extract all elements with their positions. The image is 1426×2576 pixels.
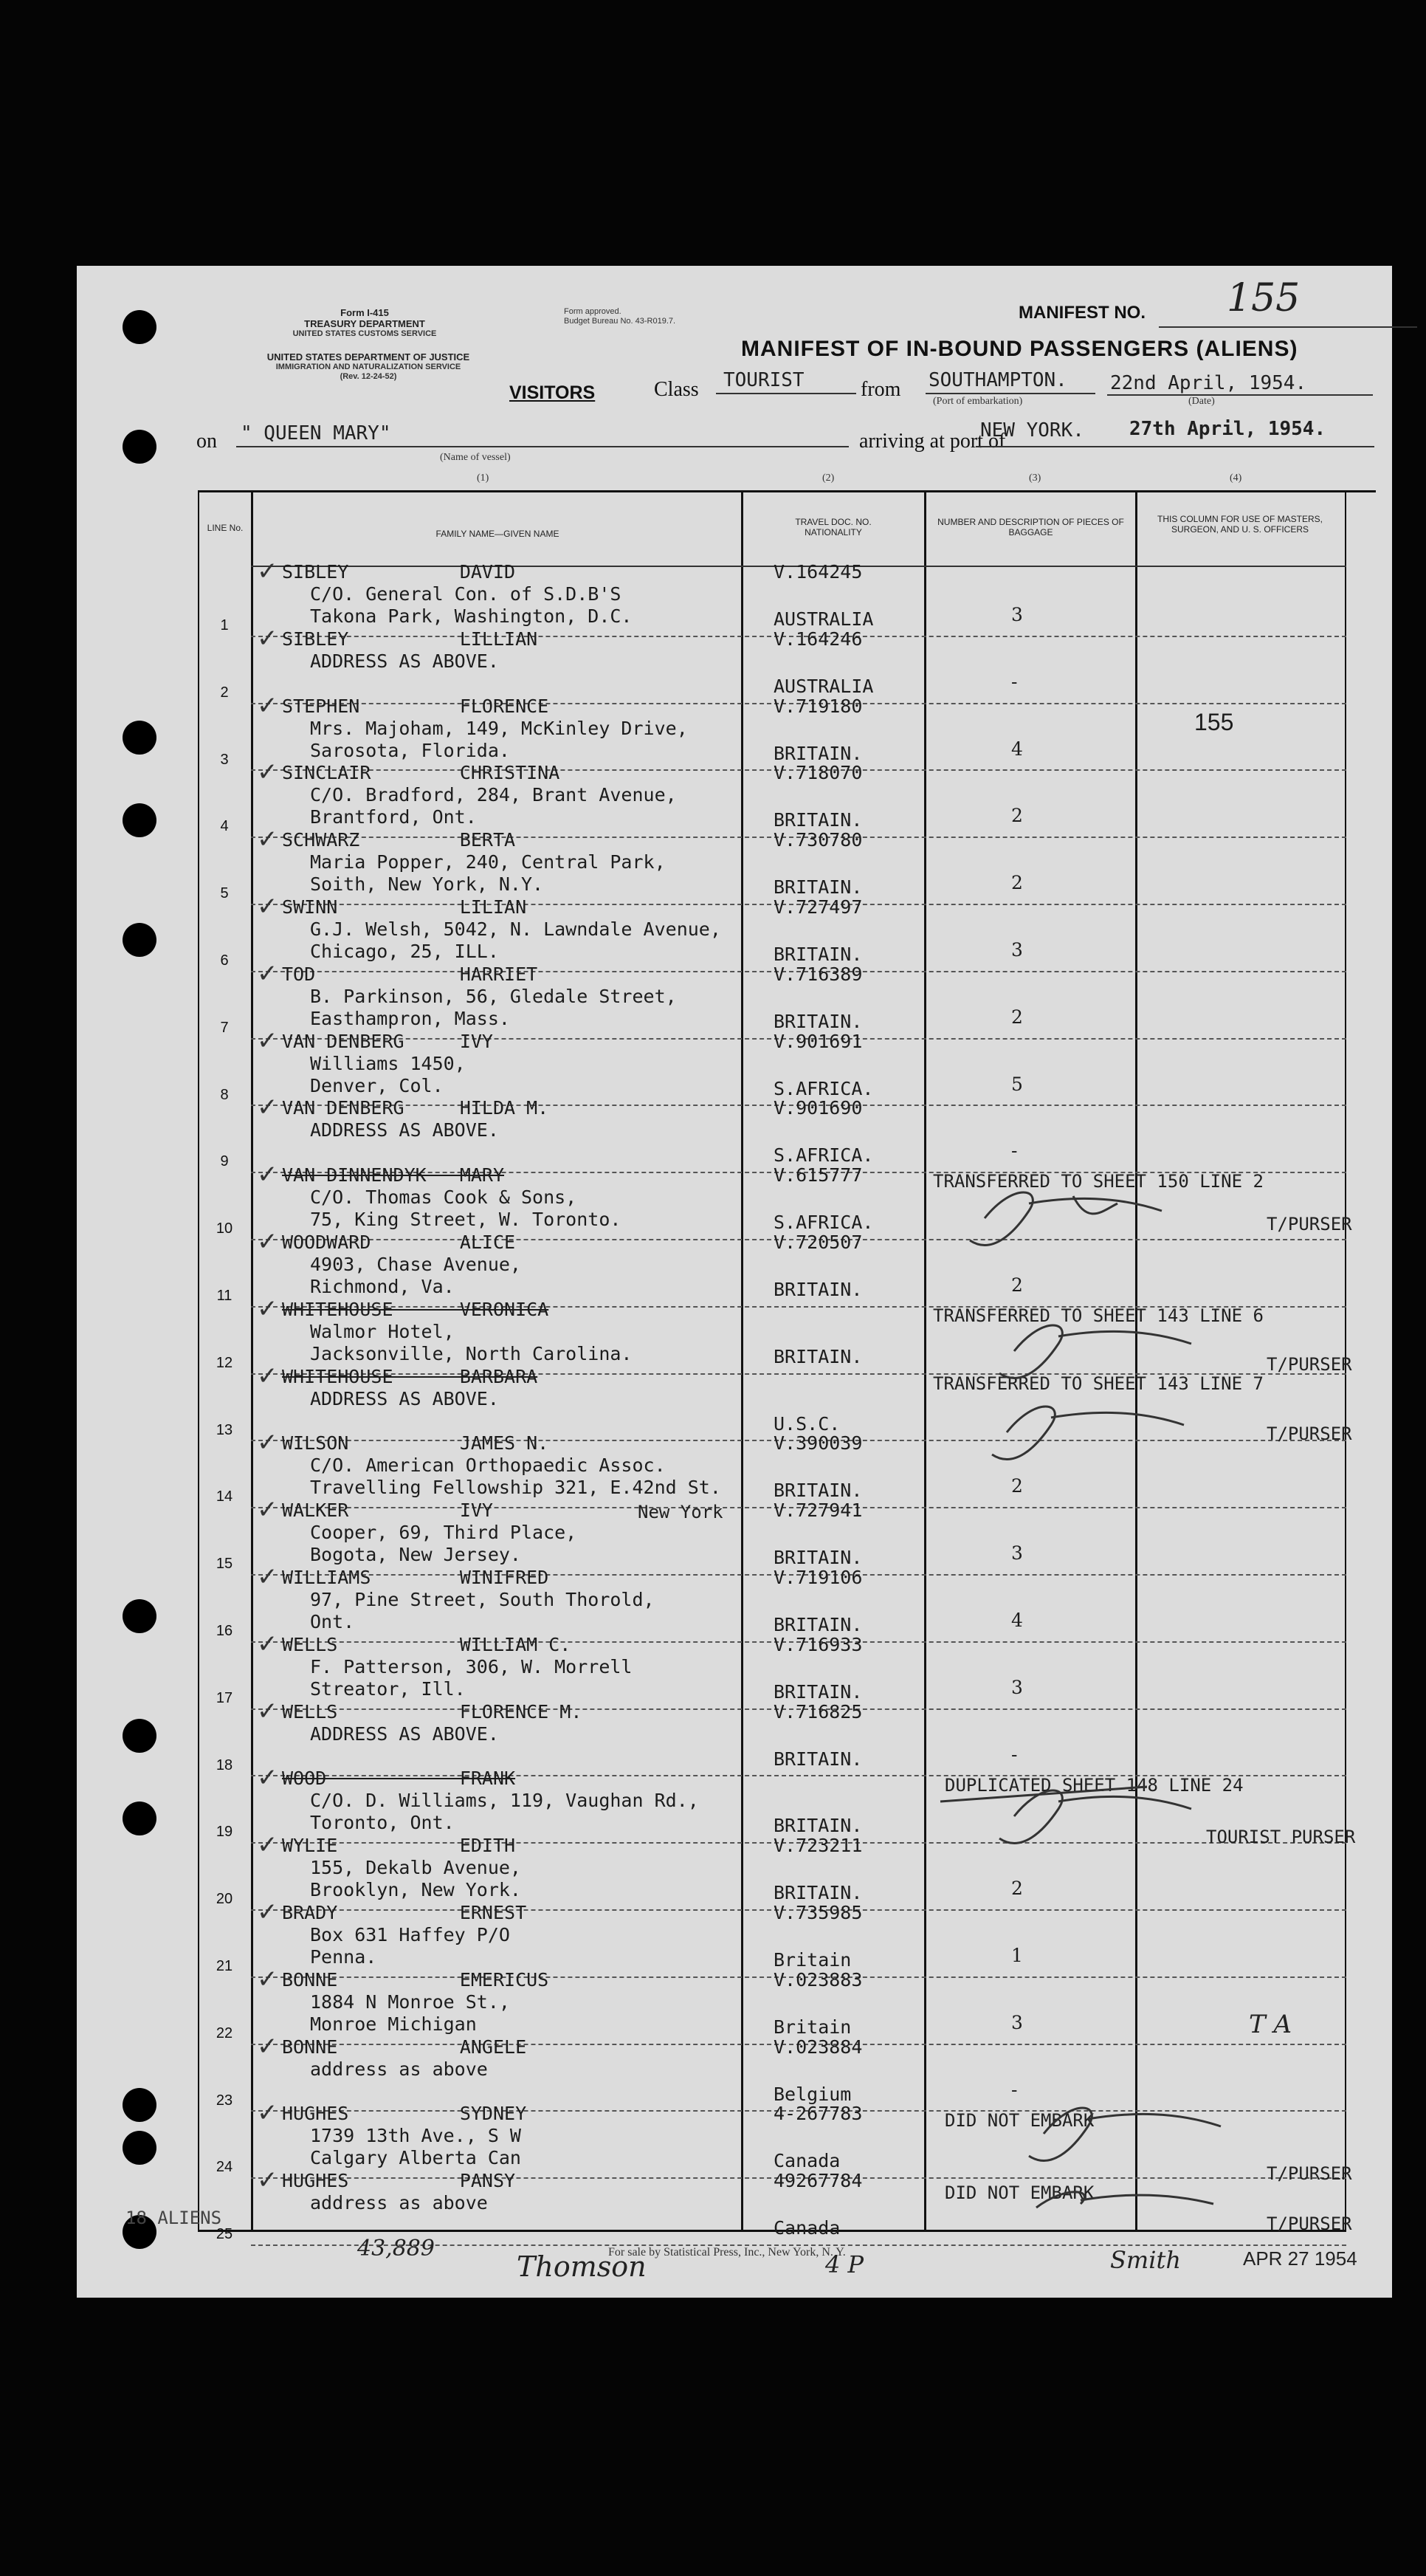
travel-doc-number: V.615777 [774, 1164, 863, 1186]
treasury-dept: TREASURY DEPARTMENT [304, 318, 425, 329]
passenger-address: ADDRESS AS ABOVE. [310, 1119, 499, 1141]
doj-name: UNITED STATES DEPARTMENT OF JUSTICE [266, 351, 470, 363]
check-mark-icon: ✓ [257, 690, 278, 721]
passenger-name: WYLIE EDITH [282, 1835, 516, 1857]
purser-line13: T/PURSER [1267, 1423, 1352, 1444]
passenger-address: 97, Pine Street, South Thorold, [310, 1589, 655, 1610]
handwritten-initials: Smith [1110, 2246, 1181, 2274]
baggage-count: 2 [1011, 1274, 1023, 1296]
travel-doc-number: V.716933 [774, 1633, 863, 1655]
passenger-address: Brantford, Ont. [310, 806, 477, 828]
col2-label: (2) [822, 473, 835, 484]
line-number: 8 [220, 1086, 229, 1103]
baggage-count: 2 [1011, 1878, 1023, 1900]
tourist-purser-line19: TOURIST PURSER [1206, 1827, 1356, 1847]
col-header-doc: TRAVEL DOC. NO. NATIONALITY [795, 517, 872, 537]
passenger-address: Chicago, 25, ILL. [310, 941, 499, 962]
binder-hole [123, 2131, 156, 2165]
passenger-address: B. Parkinson, 56, Gledale Street, [310, 985, 677, 1007]
passenger-address: address as above [310, 2192, 488, 2214]
check-mark-icon: ✓ [257, 2165, 278, 2196]
travel-doc-number: V.719106 [774, 1567, 863, 1588]
passenger-address: Takona Park, Washington, D.C. [310, 605, 633, 627]
passenger-address: G.J. Welsh, 5042, N. Lawndale Avenue, [310, 918, 721, 940]
line-number: 5 [220, 885, 229, 902]
travel-doc-number: V.023883 [774, 1968, 863, 1991]
passenger-address: Williams 1450, [310, 1052, 466, 1074]
check-mark-icon: ✓ [257, 958, 278, 989]
vessel-caption: (Name of vessel) [440, 452, 511, 463]
passenger-address: ADDRESS AS ABOVE. [310, 650, 499, 672]
manifest-number: 155 [1227, 276, 1301, 320]
passenger-address: Easthampron, Mass. [310, 1007, 510, 1029]
col1-label: (1) [477, 473, 489, 484]
passenger-name: SIBLEY LILLIAN [282, 628, 538, 650]
passenger-name: TOD HARRIET [282, 963, 538, 985]
binder-hole [123, 2088, 156, 2122]
line-number: 9 [220, 1153, 229, 1170]
transfer-note-line10: TRANSFERRED TO SHEET 150 LINE 2 [933, 1171, 1264, 1192]
transfer-note-line13: TRANSFERRED TO SHEET 143 LINE 7 [933, 1373, 1264, 1394]
aliens-count: 18 ALIENS [125, 2208, 222, 2228]
travel-doc-number: V.023884 [774, 2036, 863, 2058]
nationality: Canada [774, 2217, 841, 2239]
nationality: S.AFRICA. [774, 1212, 874, 1234]
col3-label: (3) [1029, 473, 1041, 484]
passenger-address: 4903, Chase Avenue, [310, 1254, 521, 1275]
baggage-count: 3 [1011, 1676, 1023, 1698]
travel-doc-number: V.901691 [774, 1030, 863, 1052]
passenger-address: 1739 13th Ave., S W [310, 2125, 521, 2147]
nationality: U.S.C. [774, 1412, 841, 1435]
embarkation-date: 22nd April, 1954. [1110, 372, 1307, 394]
passenger-name: BONNE ANGELE [282, 2036, 527, 2058]
passenger-name: WOOD FRANK [282, 1768, 516, 1790]
date-caption: (Date) [1188, 396, 1215, 407]
passenger-name: WHITEHOUSE VERONICA [282, 1298, 549, 1320]
passenger-address: Richmond, Va. [310, 1276, 455, 1297]
baggage-count: 3 [1011, 2011, 1023, 2033]
check-mark-icon: ✓ [257, 2098, 278, 2129]
handwritten-time: 4 P [825, 2250, 864, 2278]
date-stamp: APR 27 1954 [1243, 2247, 1357, 2270]
passenger-name: VAN DENBERG HILDA M. [282, 1097, 549, 1119]
check-mark-icon: ✓ [257, 1964, 278, 1994]
baggage-count: 3 [1011, 939, 1023, 961]
line-number: 15 [216, 1556, 233, 1573]
passenger-address: Calgary Alberta Can [310, 2147, 521, 2169]
port-of-embarkation: SOUTHAMPTON. [929, 369, 1067, 391]
line-number: 22 [216, 2024, 233, 2041]
nationality: BRITAIN. [774, 1547, 863, 1569]
baggage-count: 3 [1011, 604, 1023, 625]
line-number: 4 [220, 818, 229, 835]
col4-label: (4) [1230, 473, 1242, 484]
passenger-name: VAN DINNENDYK MARY [282, 1164, 505, 1186]
binder-hole [123, 1599, 156, 1633]
passenger-name: SINCLAIR CHRISTINA [282, 762, 560, 784]
passenger-address: Sarosota, Florida. [310, 739, 510, 761]
transfer-note-line12: TRANSFERRED TO SHEET 143 LINE 6 [933, 1305, 1264, 1326]
passenger-name: STEPHEN FLORENCE [282, 695, 549, 717]
line-number: 1 [220, 617, 229, 633]
check-mark-icon: ✓ [257, 1696, 278, 1726]
purser-line10: T/PURSER [1267, 1214, 1352, 1234]
passenger-address: 155, Dekalb Avenue, [310, 1857, 521, 1879]
passenger-name: WELLS WILLIAM C. [282, 1633, 571, 1655]
class-value: TOURIST [723, 369, 805, 391]
check-mark-icon: ✓ [257, 1294, 278, 1324]
nationality: BRITAIN. [774, 742, 863, 764]
passenger-address: Denver, Col. [310, 1074, 444, 1096]
nationality: BRITAIN. [774, 1010, 863, 1032]
purser-line12: T/PURSER [1267, 1354, 1352, 1375]
passenger-address: Bogota, New Jersey. [310, 1544, 521, 1566]
passenger-address: ADDRESS AS ABOVE. [310, 1387, 499, 1409]
nationality: BRITAIN. [774, 1748, 863, 1770]
ta-note: T A [1249, 2010, 1292, 2039]
line-number: 13 [216, 1421, 233, 1438]
passenger-name: WILSON JAMES N. [282, 1432, 549, 1454]
travel-doc-number: V.727941 [774, 1500, 863, 1522]
check-mark-icon: ✓ [257, 1495, 278, 1525]
travel-doc-number: V.735985 [774, 1902, 863, 1923]
manifest-title: MANIFEST OF IN-BOUND PASSENGERS (ALIENS) [741, 337, 1298, 361]
passenger-address: Soith, New York, N.Y. [310, 873, 544, 896]
binder-hole [123, 430, 156, 464]
binder-hole [123, 310, 156, 344]
col-header-name: FAMILY NAME—GIVEN NAME [435, 529, 559, 539]
check-mark-icon: ✓ [257, 1562, 278, 1592]
not-embark-line25: DID NOT EMBARK [945, 2182, 1095, 2203]
purser-signatures-lower [926, 1772, 1339, 2230]
baggage-count: - [1011, 670, 1018, 693]
binder-hole [123, 1719, 156, 1753]
check-mark-icon: ✓ [257, 1629, 278, 1659]
baggage-count: 2 [1011, 1006, 1023, 1028]
nationality: AUSTRALIA [774, 675, 874, 697]
nationality: BRITAIN. [774, 876, 863, 899]
passenger-address: Brooklyn, New York. [310, 1879, 521, 1901]
passenger-name: SWINN LILIAN [282, 896, 527, 918]
check-mark-icon: ✓ [257, 1763, 278, 1793]
travel-doc-number: V.727497 [774, 896, 863, 918]
nationality: BRITAIN. [774, 1680, 863, 1703]
check-mark-icon: ✓ [257, 1026, 278, 1056]
duplicated-note-line19: DUPLICATED SHEET 148 LINE 24 [945, 1775, 1244, 1796]
check-mark-icon: ✓ [257, 557, 278, 586]
new-york-note: New York [638, 1502, 723, 1522]
vessel-name: " QUEEN MARY" [241, 422, 391, 444]
purser-line24: T/PURSER [1267, 2163, 1352, 2184]
check-mark-icon: ✓ [257, 758, 278, 788]
nationality: BRITAIN. [774, 1480, 863, 1502]
passenger-address: Streator, Ill. [310, 1677, 466, 1700]
form-number: Form I-415 [340, 307, 389, 318]
manifest-sheet [77, 266, 1392, 2298]
passenger-address: C/O. American Orthopaedic Assoc. [310, 1454, 666, 1477]
line-number: 23 [216, 2092, 233, 2109]
col-header-baggage: NUMBER AND DESCRIPTION OF PIECES OF BAGGAGE [937, 517, 1124, 537]
line-number: 20 [216, 1891, 233, 1908]
visitors-label: VISITORS [509, 382, 596, 403]
passenger-name: SCHWARZ BERTA [282, 829, 516, 851]
line-number: 14 [216, 1488, 233, 1505]
passenger-name: SIBLEY DAVID [282, 561, 516, 583]
baggage-count: 3 [1011, 1542, 1023, 1565]
baggage-count: - [1011, 1140, 1018, 1162]
ins-name: IMMIGRATION AND NATURALIZATION SERVICE [275, 363, 461, 371]
check-mark-icon: ✓ [257, 1160, 278, 1190]
check-mark-icon: ✓ [257, 2031, 278, 2061]
passenger-name: WHITEHOUSE BARBARA [282, 1365, 538, 1387]
port-caption: (Port of embarkation) [933, 396, 1023, 407]
customs-service: UNITED STATES CUSTOMS SERVICE [292, 329, 437, 338]
passenger-address: Travelling Fellowship 321, E.42nd St. [310, 1477, 721, 1499]
line-number: 18 [216, 1756, 233, 1773]
baggage-count: 4 [1011, 1610, 1023, 1631]
passenger-address: C/O. General Con. of S.D.B'S [310, 583, 621, 605]
nationality: BRITAIN. [774, 1815, 863, 1837]
line-number: 11 [216, 1288, 232, 1304]
passenger-name: BONNE EMERICUS [282, 1968, 549, 1991]
arrival-date: 27th April, 1954. [1129, 418, 1326, 440]
travel-doc-number: V.718070 [774, 762, 863, 784]
line-number: 6 [220, 952, 229, 969]
on-label: on [196, 430, 217, 453]
line-number: 17 [216, 1689, 233, 1706]
check-mark-icon: ✓ [257, 1361, 278, 1391]
not-embark-line24: DID NOT EMBARK [945, 2110, 1095, 2131]
passenger-address: Walmor Hotel, [310, 1320, 455, 1342]
passenger-address: ADDRESS AS ABOVE. [310, 1723, 499, 1745]
nationality: Britain [774, 1949, 852, 1971]
travel-doc-number: V.719180 [774, 695, 863, 717]
passenger-address: C/O. D. Williams, 119, Vaughan Rd., [310, 1790, 699, 1812]
binder-hole [123, 923, 156, 957]
passenger-address: Box 631 Haffey P/O [310, 1924, 510, 1945]
line-number: 19 [216, 1824, 233, 1841]
nationality: BRITAIN. [774, 1614, 863, 1635]
travel-doc-number: 4-267783 [774, 2103, 863, 2125]
travel-doc-number: V.720507 [774, 1232, 863, 1253]
travel-doc-number: V.901690 [774, 1097, 863, 1119]
travel-doc-number: V.390039 [774, 1432, 863, 1454]
nationality: Canada [774, 2150, 841, 2172]
baggage-count: 2 [1011, 1475, 1023, 1497]
passenger-address: Monroe Michigan [310, 2013, 477, 2035]
binder-hole [123, 1802, 156, 1835]
nationality: BRITAIN. [774, 1345, 863, 1367]
baggage-count: 1 [1011, 1945, 1023, 1966]
check-mark-icon: ✓ [257, 1227, 278, 1257]
line-number: 3 [220, 751, 229, 768]
nationality: BRITAIN. [774, 809, 863, 831]
travel-doc-number: V.716825 [774, 1700, 863, 1723]
nationality: BRITAIN. [774, 1279, 863, 1300]
purser-line25: T/PURSER [1267, 2213, 1352, 2234]
nationality: S.AFRICA. [774, 1144, 874, 1167]
check-mark-icon: ✓ [257, 825, 278, 855]
baggage-count: 2 [1011, 805, 1023, 827]
passenger-address: C/O. Thomas Cook & Sons, [310, 1186, 577, 1209]
travel-doc-number: V.723211 [774, 1835, 863, 1857]
class-label: Class [654, 378, 699, 401]
passenger-address: 1884 N Monroe St., [310, 1991, 510, 2013]
line-number: 7 [220, 1019, 229, 1036]
handwritten-serial: 43,889 [357, 2236, 435, 2261]
baggage-count: 4 [1011, 738, 1023, 760]
baggage-count: - [1011, 1743, 1018, 1765]
travel-doc-number: V.716389 [774, 963, 863, 985]
passenger-name: HUGHES PANSY [282, 2170, 516, 2192]
travel-doc-number: V.730780 [774, 829, 863, 851]
line-number: 12 [216, 1354, 233, 1371]
line-number: 24 [216, 2159, 233, 2176]
passenger-address: Ont. [310, 1611, 355, 1632]
check-mark-icon: ✓ [257, 623, 278, 653]
check-mark-icon: ✓ [257, 1093, 278, 1123]
officer-column-number: 155 [1194, 709, 1234, 735]
nationality: AUSTRALIA [774, 608, 874, 630]
passenger-address: Cooper, 69, Third Place, [310, 1522, 577, 1544]
travel-doc-number: 49267784 [774, 2170, 863, 2192]
col-header-officers: THIS COLUMN FOR USE OF MASTERS, SURGEON, AND U. S. OFFICERS [1157, 514, 1323, 535]
travel-doc-number: V.164246 [774, 628, 863, 650]
passenger-address: Mrs. Majoham, 149, McKinley Drive, [310, 717, 688, 739]
check-mark-icon: ✓ [257, 1830, 278, 1861]
revision-date: (Rev. 12-24-52) [340, 372, 397, 381]
arrival-port: NEW YORK. [980, 419, 1084, 442]
check-mark-icon: ✓ [257, 1897, 278, 1927]
passenger-address: C/O. Bradford, 284, Brant Avenue, [310, 784, 677, 806]
check-mark-icon: ✓ [257, 892, 278, 921]
baggage-count: 2 [1011, 872, 1023, 894]
passenger-name: WELLS FLORENCE M. [282, 1700, 582, 1723]
baggage-count: - [1011, 2078, 1018, 2101]
purser-signatures [926, 1167, 1339, 1491]
line-number: 21 [216, 1958, 233, 1974]
nationality: BRITAIN. [774, 944, 863, 965]
passenger-address: address as above [310, 2058, 488, 2080]
arriving-label: arriving at port of [859, 430, 1006, 453]
form-approved: Form approved. [564, 307, 621, 316]
passenger-name: WOODWARD ALICE [282, 1232, 516, 1253]
handwritten-name: Thomson [517, 2250, 647, 2283]
nationality: S.AFRICA. [774, 1077, 874, 1099]
manifest-no-label: MANIFEST NO. [1019, 303, 1146, 323]
binder-hole [123, 721, 156, 755]
budget-bureau: Budget Bureau No. 43-R019.7. [564, 317, 676, 326]
passenger-name: HUGHES SYDNEY [282, 2103, 527, 2125]
travel-doc-number: V.164245 [774, 561, 863, 583]
passenger-address: Penna. [310, 1946, 377, 1968]
nationality: Belgium [774, 2083, 852, 2105]
check-mark-icon: ✓ [257, 1428, 278, 1458]
passenger-name: BRADY ERNEST [282, 1902, 527, 1923]
binder-hole [123, 803, 156, 837]
passenger-address: 75, King Street, W. Toronto. [310, 1209, 621, 1231]
from-label: from [861, 378, 901, 401]
col-header-line: LINE No. [207, 523, 244, 533]
passenger-name: WILLIAMS WINIFRED [282, 1567, 549, 1588]
passenger-name: VAN DENBERG IVY [282, 1030, 493, 1052]
passenger-address: Toronto, Ont. [310, 1812, 455, 1834]
printer-credit: For sale by Statistical Press, Inc., New York, N. Y. [608, 2246, 846, 2259]
passenger-address: F. Patterson, 306, W. Morrell [310, 1655, 633, 1677]
line-number: 2 [220, 684, 229, 701]
passenger-name: WALKER IVY [282, 1500, 493, 1522]
line-number: 10 [216, 1220, 233, 1237]
nationality: BRITAIN. [774, 1882, 863, 1904]
passenger-address: Maria Popper, 240, Central Park, [310, 851, 666, 873]
line-number: 25 [216, 2226, 233, 2243]
baggage-count: 5 [1011, 1073, 1023, 1095]
line-number: 16 [216, 1623, 233, 1639]
passenger-address: Jacksonville, North Carolina. [310, 1342, 633, 1364]
nationality: Britain [774, 2016, 852, 2038]
